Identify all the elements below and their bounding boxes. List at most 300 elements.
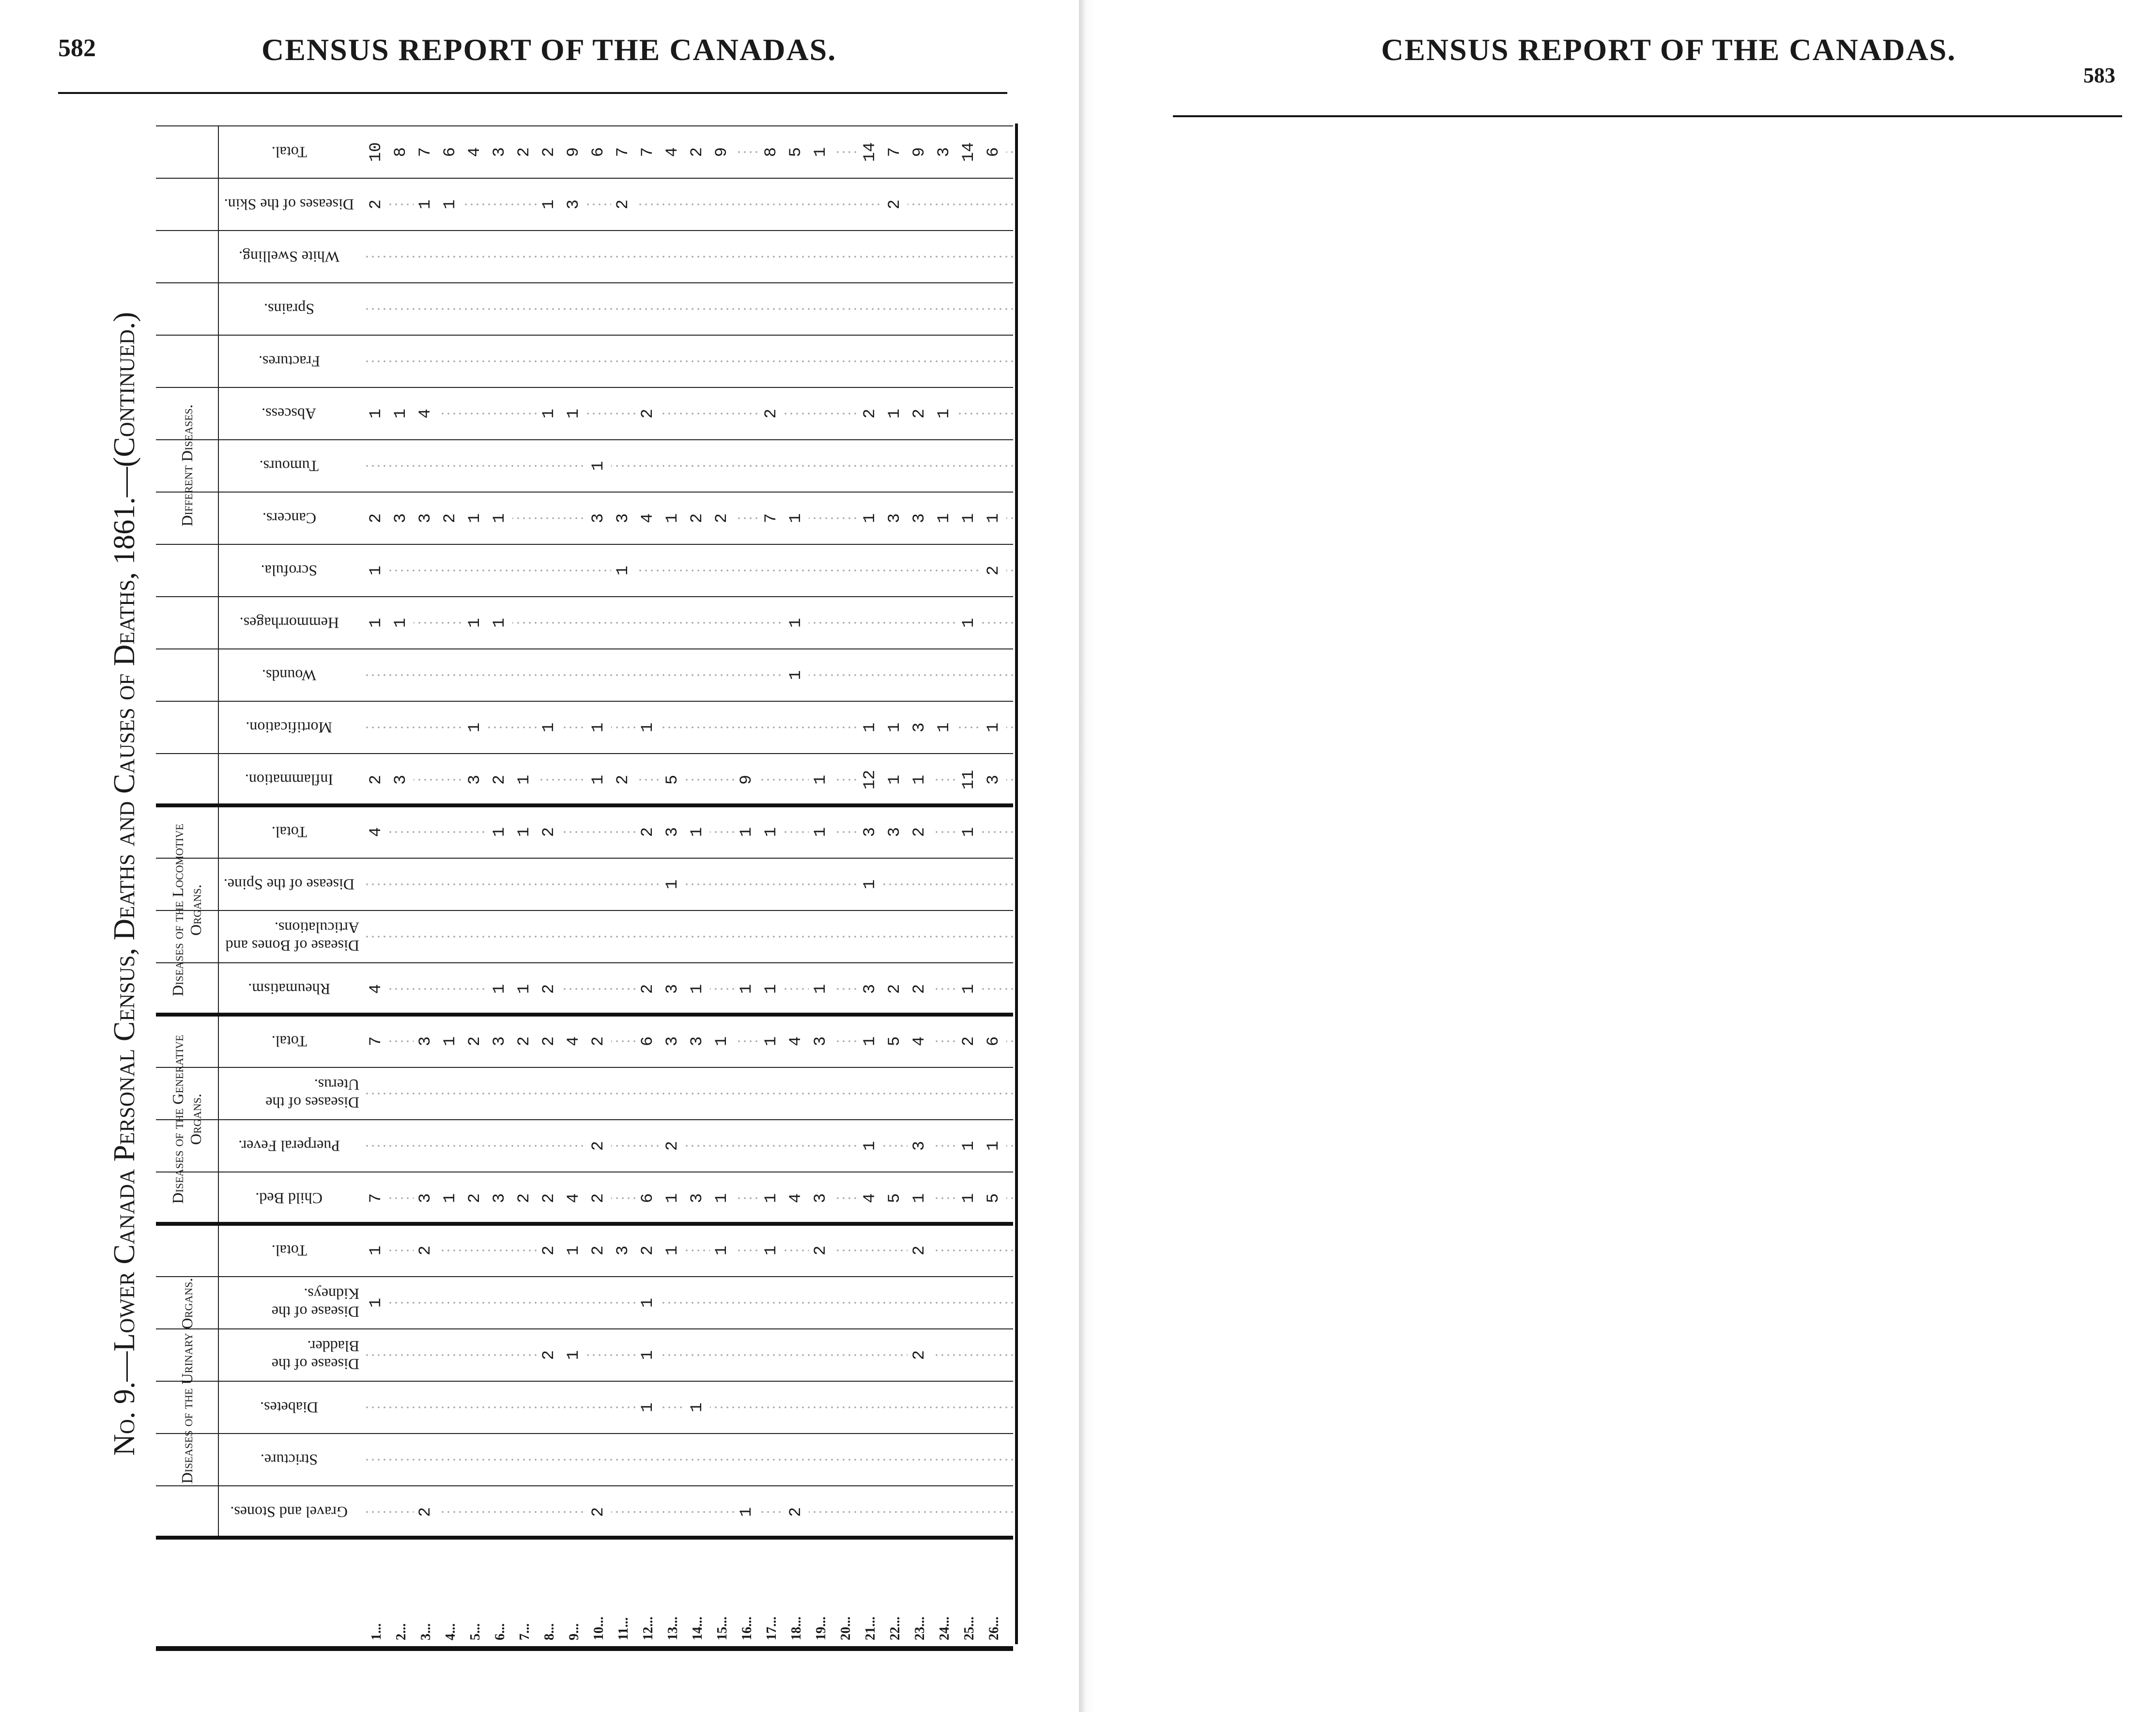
cell-value (957, 911, 982, 962)
cell-value (562, 597, 586, 648)
cell-value (932, 1434, 957, 1485)
column-header: Hemmorrhages. (239, 614, 339, 632)
cell-value: 1 (512, 963, 537, 1015)
cell-value (710, 911, 735, 962)
cell-value (883, 859, 908, 910)
cell-value: 2 (586, 1120, 611, 1172)
cell-value: 1 (364, 597, 389, 648)
cell-value (809, 179, 833, 230)
cell-value (463, 388, 488, 439)
cell-value: 1 (463, 597, 488, 648)
cell-value (784, 1329, 809, 1381)
cell-value (438, 597, 463, 648)
column-header: Diabetes. (260, 1399, 318, 1417)
row-label: 4... (443, 1623, 458, 1640)
row-label: 24... (937, 1617, 952, 1640)
cell-value (512, 283, 537, 335)
cell-value (957, 1225, 982, 1276)
cell-value (685, 231, 710, 282)
table-columns (156, 123, 1013, 1644)
row-label: 15... (715, 1617, 730, 1640)
cell-value (636, 336, 661, 387)
cell-value (809, 1068, 833, 1119)
cell-value (512, 1225, 537, 1276)
cell-value (488, 649, 512, 701)
cell-value (957, 440, 982, 492)
cell-value (784, 859, 809, 910)
cell-value (932, 1225, 957, 1276)
cell-value (661, 440, 685, 492)
cell-value (562, 440, 586, 492)
cell-value: 1 (512, 806, 537, 858)
cell-value (414, 911, 438, 962)
cell-value (611, 1068, 636, 1119)
cell-value (537, 911, 562, 962)
cell-value (710, 754, 735, 805)
cell-value (784, 911, 809, 962)
cell-value (710, 963, 735, 1015)
row-label: 6... (493, 1623, 508, 1640)
cell-value (908, 597, 932, 648)
cell-value (389, 179, 414, 230)
cell-value (833, 963, 858, 1015)
cell-value (389, 911, 414, 962)
cell-value (809, 911, 833, 962)
cell-value: 2 (858, 388, 883, 439)
cell-value (982, 806, 1006, 858)
cell-value (685, 1225, 710, 1276)
cell-value (908, 545, 932, 596)
cell-value (685, 754, 710, 805)
cell-value (833, 1172, 858, 1224)
row-label: 13... (665, 1617, 680, 1640)
cell-value: 3 (488, 1172, 512, 1224)
cell-value: 2 (438, 493, 463, 544)
cell-value (858, 1225, 883, 1276)
cell-value (710, 545, 735, 596)
cell-value (833, 1486, 858, 1538)
cell-value: 2 (537, 126, 562, 178)
cell-value (562, 649, 586, 701)
cell-value (364, 1486, 389, 1538)
cell-value (389, 1225, 414, 1276)
cell-value: 1 (858, 1120, 883, 1172)
cell-value (636, 597, 661, 648)
cell-value: 3 (414, 493, 438, 544)
cell-value (858, 911, 883, 962)
cell-value (908, 231, 932, 282)
cell-value (883, 597, 908, 648)
column-header: Diseases of the Uterus. (265, 1076, 359, 1111)
row-label: 2... (394, 1623, 409, 1640)
cell-value: 2 (908, 806, 932, 858)
cell-value: 1 (932, 702, 957, 753)
cell-value: 2 (636, 963, 661, 1015)
cell-value (364, 283, 389, 335)
cell-value (759, 440, 784, 492)
data-column (156, 230, 1013, 282)
cell-value (611, 388, 636, 439)
cell-value (389, 545, 414, 596)
group-divider (156, 803, 1013, 807)
cell-value: 1 (957, 1172, 982, 1224)
cell-value (982, 911, 1006, 962)
cell-value: 4 (784, 1016, 809, 1067)
cell-value (957, 649, 982, 701)
cell-value (982, 1068, 1006, 1119)
cell-value: 1 (636, 1329, 661, 1381)
cell-value: 7 (883, 126, 908, 178)
row-label: 8... (542, 1623, 557, 1640)
cell-value (463, 911, 488, 962)
cell-value: 2 (685, 126, 710, 178)
cell-value (389, 1382, 414, 1433)
cell-value (784, 754, 809, 805)
cell-value (759, 283, 784, 335)
cell-value (932, 1382, 957, 1433)
cell-value (611, 283, 636, 335)
cell-value (611, 1277, 636, 1328)
cell-value (957, 1277, 982, 1328)
cell-value (957, 1068, 982, 1119)
cell-value: 4 (463, 126, 488, 178)
cell-value: 12 (858, 754, 883, 805)
cell-value (463, 1434, 488, 1485)
cell-value (438, 283, 463, 335)
cell-value (932, 1486, 957, 1538)
cell-value (562, 493, 586, 544)
cell-value (611, 336, 636, 387)
cell-value: 1 (710, 1225, 735, 1276)
cell-value: 2 (661, 1120, 685, 1172)
column-values (364, 1172, 1013, 1224)
cell-value (488, 702, 512, 753)
cell-value (883, 440, 908, 492)
cell-value: 6 (636, 1016, 661, 1067)
cell-value: 1 (537, 388, 562, 439)
cell-value (809, 1434, 833, 1485)
cell-value (932, 283, 957, 335)
data-column (156, 910, 1013, 962)
cell-value: 1 (611, 545, 636, 596)
cell-value (562, 283, 586, 335)
cell-value (537, 493, 562, 544)
cell-value (735, 1172, 759, 1224)
cell-value: 1 (883, 388, 908, 439)
cell-value (463, 545, 488, 596)
cell-value (809, 545, 833, 596)
cell-value (735, 649, 759, 701)
cell-value: 2 (414, 1225, 438, 1276)
cell-value (661, 1329, 685, 1381)
cell-value (389, 649, 414, 701)
cell-value (389, 283, 414, 335)
cell-value: 1 (414, 179, 438, 230)
cell-value (512, 1434, 537, 1485)
cell-value (364, 859, 389, 910)
column-values (364, 1225, 1013, 1276)
cell-value (512, 702, 537, 753)
cell-value (537, 1277, 562, 1328)
cell-value: 4 (858, 1172, 883, 1224)
cell-value (710, 597, 735, 648)
cell-value: 1 (858, 1016, 883, 1067)
column-values (364, 1434, 1013, 1485)
cell-value (414, 1277, 438, 1328)
cell-value (932, 1120, 957, 1172)
cell-value (809, 649, 833, 701)
cell-value (636, 179, 661, 230)
data-column (156, 439, 1013, 492)
cell-value (932, 649, 957, 701)
column-values (364, 283, 1013, 335)
data-column (156, 1067, 1013, 1119)
column-values (364, 440, 1013, 492)
cell-value (488, 859, 512, 910)
cell-value (735, 1120, 759, 1172)
cell-value (488, 440, 512, 492)
cell-value (488, 336, 512, 387)
cell-value (833, 336, 858, 387)
cell-value: 1 (982, 1120, 1006, 1172)
cell-value (784, 1120, 809, 1172)
cell-value (438, 702, 463, 753)
cell-value (759, 1068, 784, 1119)
cell-value (908, 1277, 932, 1328)
cell-value (364, 440, 389, 492)
cell-value (759, 1382, 784, 1433)
cell-value (512, 597, 537, 648)
cell-value (685, 336, 710, 387)
column-header: Total. (271, 823, 307, 841)
cell-value (463, 336, 488, 387)
cell-value (512, 336, 537, 387)
cell-value (562, 1382, 586, 1433)
cell-value (463, 1382, 488, 1433)
cell-value (512, 388, 537, 439)
cell-value (982, 649, 1006, 701)
cell-value: 7 (759, 493, 784, 544)
cell-value: 1 (759, 1225, 784, 1276)
cell-value (512, 1382, 537, 1433)
data-column (156, 387, 1013, 439)
cell-value (932, 545, 957, 596)
cell-value: 3 (414, 1172, 438, 1224)
cell-value (932, 597, 957, 648)
cell-value (735, 231, 759, 282)
cell-value (833, 911, 858, 962)
cell-value (512, 911, 537, 962)
cell-value: 1 (636, 1382, 661, 1433)
column-header: Puerperal Fever. (238, 1137, 340, 1155)
cell-value (661, 649, 685, 701)
column-header: Diseases of the Skin. (224, 196, 354, 214)
column-header: Total. (271, 1033, 307, 1050)
cell-value (809, 1486, 833, 1538)
cell-value: 1 (957, 493, 982, 544)
data-column (156, 701, 1013, 753)
cell-value (389, 806, 414, 858)
cell-value (463, 649, 488, 701)
cell-value (562, 1120, 586, 1172)
cell-value (463, 1120, 488, 1172)
cell-value: 2 (908, 963, 932, 1015)
cell-value (735, 859, 759, 910)
cell-value: 4 (908, 1016, 932, 1067)
cell-value: 3 (389, 754, 414, 805)
cell-value: 3 (883, 493, 908, 544)
cell-value (833, 859, 858, 910)
cell-value (735, 126, 759, 178)
cell-value: 1 (488, 493, 512, 544)
row-label: 9... (567, 1623, 582, 1640)
cell-value: 7 (636, 126, 661, 178)
cell-value: 2 (611, 754, 636, 805)
column-values (364, 597, 1013, 648)
cell-value (537, 336, 562, 387)
cell-value: 2 (685, 493, 710, 544)
cell-value: 2 (636, 806, 661, 858)
cell-value (389, 1329, 414, 1381)
cell-value: 14 (957, 126, 982, 178)
data-column (156, 1172, 1013, 1224)
cell-value (833, 283, 858, 335)
cell-value: 2 (636, 388, 661, 439)
cell-value (611, 1434, 636, 1485)
cell-value: 2 (537, 1172, 562, 1224)
row-label: 10... (591, 1617, 606, 1640)
cell-value (438, 1382, 463, 1433)
data-column (156, 544, 1013, 596)
cell-value: 2 (512, 1016, 537, 1067)
cell-value (636, 1120, 661, 1172)
cell-value (809, 493, 833, 544)
cell-value: 1 (957, 806, 982, 858)
cell-value (735, 283, 759, 335)
cell-value (858, 1434, 883, 1485)
row-label: 5... (468, 1623, 483, 1640)
data-column (156, 1381, 1013, 1433)
cell-value (364, 1329, 389, 1381)
cell-value: 4 (636, 493, 661, 544)
cell-value (710, 1382, 735, 1433)
cell-value (512, 1486, 537, 1538)
cell-value: 2 (364, 493, 389, 544)
cell-value (759, 597, 784, 648)
cell-value (957, 388, 982, 439)
cell-value (414, 754, 438, 805)
cell-value (883, 1225, 908, 1276)
cell-value: 1 (883, 702, 908, 753)
cell-value: 1 (364, 1225, 389, 1276)
cell-value (537, 283, 562, 335)
cell-value: 1 (463, 493, 488, 544)
cell-value (537, 1382, 562, 1433)
cell-value: 3 (982, 754, 1006, 805)
cell-value (735, 545, 759, 596)
data-column (156, 648, 1013, 701)
table-left-border (156, 1646, 1013, 1651)
cell-value (562, 806, 586, 858)
cell-value: 5 (784, 126, 809, 178)
cell-value: 1 (858, 493, 883, 544)
cell-value (438, 859, 463, 910)
cell-value: 3 (809, 1016, 833, 1067)
cell-value: 1 (809, 963, 833, 1015)
column-header: Disease of the Spine. (223, 876, 355, 894)
cell-value (512, 1277, 537, 1328)
cell-value (982, 597, 1006, 648)
column-header: Gravel and Stones. (230, 1503, 348, 1521)
data-column (156, 1328, 1013, 1381)
cell-value (414, 440, 438, 492)
group-header: Diseases of the Generative Organs. (156, 1015, 219, 1224)
cell-value (562, 231, 586, 282)
cell-value (957, 1382, 982, 1433)
group-header: Different Diseases. (156, 125, 219, 805)
cell-value (710, 1277, 735, 1328)
cell-value (685, 388, 710, 439)
cell-value (389, 1277, 414, 1328)
cell-value: 1 (809, 754, 833, 805)
cell-value (463, 1277, 488, 1328)
cell-value: 10 (364, 126, 389, 178)
cell-value (488, 1068, 512, 1119)
cell-value (710, 283, 735, 335)
column-header: Cancers. (262, 509, 316, 527)
cell-value (932, 963, 957, 1015)
cell-value (883, 336, 908, 387)
cell-value (932, 754, 957, 805)
cell-value: 7 (364, 1016, 389, 1067)
cell-value (537, 440, 562, 492)
cell-value (438, 388, 463, 439)
running-head: CENSUS REPORT OF THE CANADAS. (262, 32, 837, 67)
cell-value (586, 911, 611, 962)
cell-value (809, 283, 833, 335)
cell-value (833, 806, 858, 858)
group-divider (156, 1013, 1013, 1017)
cell-value (710, 702, 735, 753)
cell-value (488, 231, 512, 282)
cell-value: 1 (661, 1172, 685, 1224)
cell-value: 3 (858, 806, 883, 858)
page-number: 582 (58, 34, 96, 62)
cell-value (710, 179, 735, 230)
cell-value (833, 1068, 858, 1119)
column-values (364, 702, 1013, 753)
cell-value: 1 (784, 493, 809, 544)
cell-value (957, 702, 982, 753)
cell-value (982, 1277, 1006, 1328)
cell-value (957, 545, 982, 596)
cell-value (636, 911, 661, 962)
cell-value: 1 (488, 597, 512, 648)
column-values (364, 388, 1013, 439)
cell-value (586, 963, 611, 1015)
cell-value (685, 1486, 710, 1538)
cell-value (809, 1277, 833, 1328)
cell-value (735, 493, 759, 544)
cell-value (735, 702, 759, 753)
cell-value: 2 (611, 179, 636, 230)
cell-value (488, 911, 512, 962)
data-column (156, 1015, 1013, 1067)
cell-value (389, 1120, 414, 1172)
cell-value (389, 440, 414, 492)
cell-value (982, 336, 1006, 387)
cell-value (389, 231, 414, 282)
